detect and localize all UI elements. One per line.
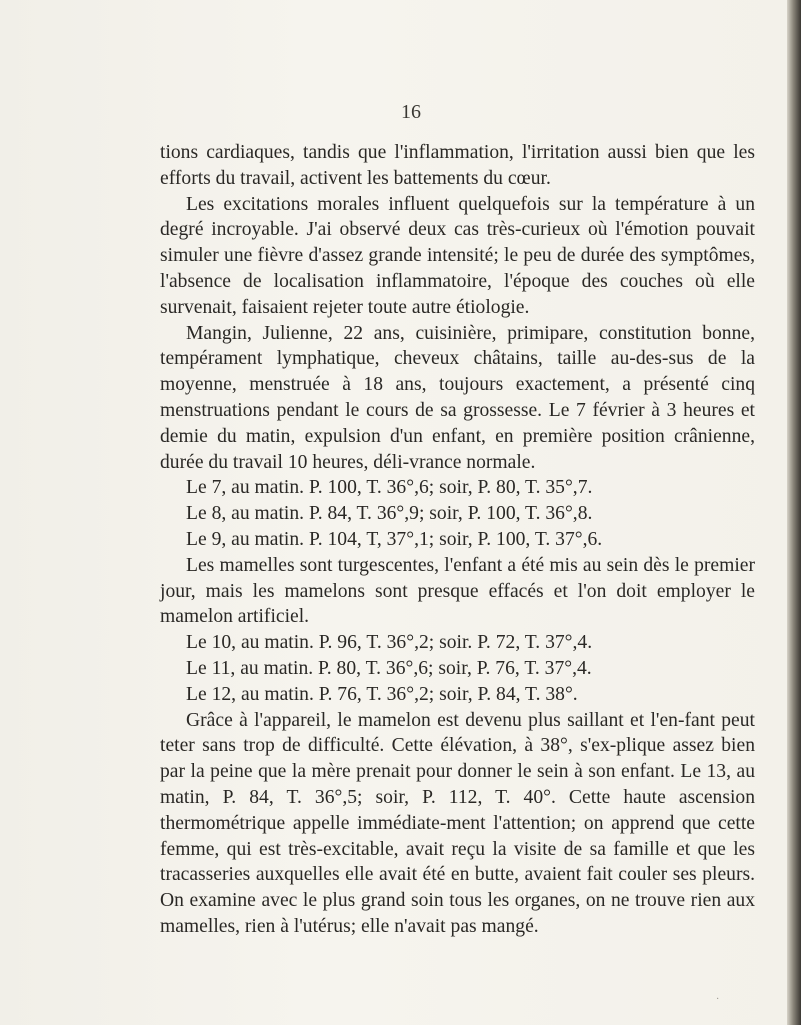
- observation-line: Le 7, au matin. P. 100, T. 36°,6; soir, P. 80, T. 35°,7.: [186, 477, 593, 499]
- paragraph: Les excitations morales influent quelquefois sur la température à un degré incroyable. J'ai observé deux cas très-curieux où l'émotion pouvait simuler une fièvre d'assez grande intensité; le peu de durée des symptômes, l'absence de localisation inflammatoire, l'époque des couches où elle survenait, faisaient rejeter toute autre étiologie.: [160, 193, 755, 318]
- paragraph: Grâce à l'appareil, le mamelon est devenu plus saillant et l'en-fant peut teter sans trop de difficulté. Cette élévation, à 38°, s'ex-plique assez bien par la peine que la mère prenait pour donner le sein à son enfant. Le 13, au matin, P. 84, T. 36°,5; soir, P. 112, T. 40°. Cette haute ascension thermométrique appelle immédiate-ment l'attention; on apprend que cette femme, qui est très-excitable, avait reçu la visite de sa famille et que les tracasseries auxquelles elle avait été en butte, avaient fait couler ses pleurs. On examine avec le plus grand soin tous les organes, on ne trouve rien aux mamelles, rien à l'utérus; elle n'avait pas mangé.: [160, 709, 755, 937]
- paragraph: tions cardiaques, tandis que l'inflammation, l'irritation aussi bien que les efforts du travail, activent les battements du cœur.: [160, 142, 755, 189]
- body-text: [160, 140, 755, 940]
- paragraph: Mangin, Julienne, 22 ans, cuisinière, primipare, constitution bonne, tempérament lymphatique, cheveux châtains, taille au-des-sus de la moyenne, menstruée à 18 ans, toujours exactement, a présenté cinq menstruations pendant le cours de sa grossesse. Le 7 février à 3 heures et demie du matin, expulsion d'un enfant, en première position crânienne, durée du travail 10 heures, déli-vrance normale.: [160, 322, 755, 473]
- observation-line: Le 10, au matin. P. 96, T. 36°,2; soir. P. 72, T. 37°,4.: [186, 632, 593, 654]
- observation-line: Le 11, au matin. P. 80, T. 36°,6; soir, P. 76, T. 37°,4.: [186, 657, 592, 679]
- page-number: 16: [401, 101, 421, 123]
- page-speck: ·: [716, 994, 720, 1005]
- observation-line: Le 12, au matin. P. 76, T. 36°,2; soir, P. 84, T. 38°.: [186, 683, 578, 705]
- book-spine-edge: [787, 0, 801, 1025]
- paragraph: Les mamelles sont turgescentes, l'enfant a été mis au sein dès le premier jour, mais les mamelons sont presque effacés et l'on doit employer le mamelon artificiel.: [160, 554, 755, 628]
- observation-line: Le 9, au matin. P. 104, T, 37°,1; soir, P. 100, T. 37°,6.: [186, 528, 603, 550]
- observation-line: Le 8, au matin. P. 84, T. 36°,9; soir, P. 100, T. 36°,8.: [186, 503, 593, 525]
